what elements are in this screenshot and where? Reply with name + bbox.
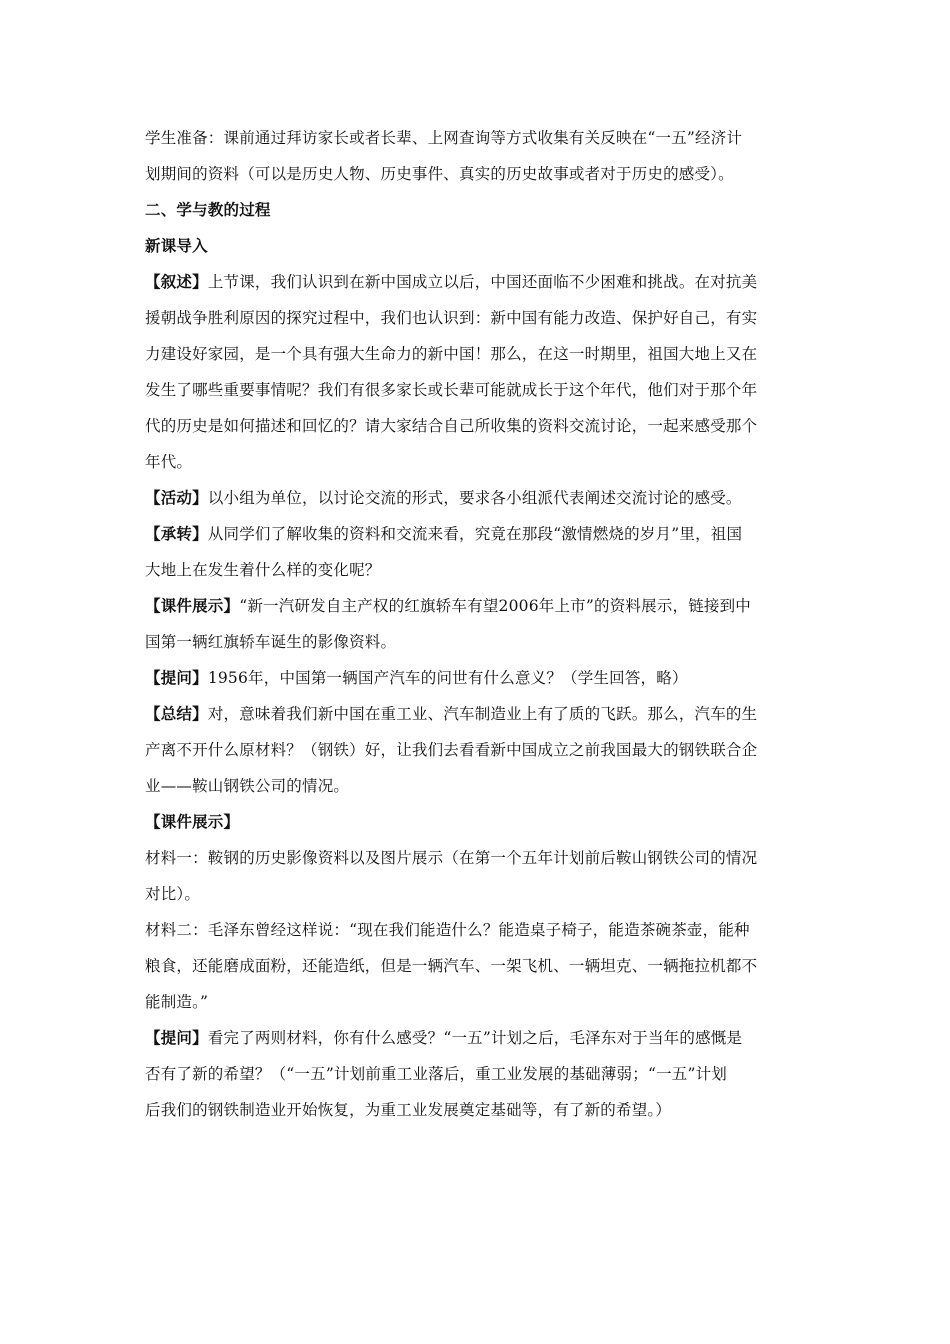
line-text: “新一汽研发自主产权的红旗轿车有望2006年上市”的资料展示，链接到中 (239, 597, 751, 615)
line-text: 粮食，还能磨成面粉，还能造纸，但是一辆汽车、一架飞机、一辆坦克、一辆拖拉机都不 (145, 957, 758, 975)
line-text: 否有了新的希望？（“一五”计划前重工业落后，重工业发展的基础薄弱；“一五”计划 (145, 1065, 727, 1083)
text-line (145, 336, 810, 372)
line-tag: 【课件展示】 (145, 596, 240, 615)
line-text: 业——鞍山钢铁公司的情况。 (145, 777, 350, 795)
line-text: 以小组为单位，以讨论交流的形式，要求各小组派代表阐述交流讨论的感受。 (207, 489, 742, 507)
text-line (145, 768, 810, 804)
line-tag: 【提问】 (145, 668, 208, 687)
line-text: 大地上在发生着什么样的变化呢？ (145, 561, 381, 579)
text-line (145, 588, 810, 624)
line-text: 年代。 (145, 453, 193, 471)
line-tag: 【提问】 (145, 1028, 208, 1047)
line-text: 后我们的钢铁制造业开始恢复，为重工业发展奠定基础等，有了新的希望。） (145, 1101, 672, 1119)
line-tag: 【叙述】 (145, 272, 208, 291)
line-text: 力建设好家园，是一个具有强大生命力的新中国！那么，在这一时期里，祖国大地上又在 (145, 345, 758, 363)
text-line (145, 804, 810, 840)
text-line (145, 156, 810, 192)
text-line (145, 372, 810, 408)
section-heading (145, 192, 810, 228)
text-line (145, 480, 810, 516)
line-text: 对，意味着我们新中国在重工业、汽车制造业上有了质的飞跃。那么，汽车的生 (207, 705, 758, 723)
document-body (145, 120, 810, 1128)
line-text: 1956年，中国第一辆国产汽车的问世有什么意义？（学生回答，略） (207, 669, 688, 687)
text-line (145, 1056, 810, 1092)
text-line (145, 264, 810, 300)
subsection-heading (145, 228, 810, 264)
line-text: 代的历史是如何描述和回忆的？请大家结合自己所收集的资料交流讨论，一起来感受那个 (145, 417, 758, 435)
line-text: 划期间的资料（可以是历史人物、历史事件、真实的历史故事或者对于历史的感受）。 (145, 165, 734, 183)
text-line (145, 984, 810, 1020)
line-tag: 新课导入 (145, 236, 208, 255)
text-line (145, 732, 810, 768)
line-text: 对比）。 (145, 885, 201, 903)
line-tag: 【承转】 (145, 524, 208, 543)
text-line (145, 876, 810, 912)
line-text: 材料一：鞍钢的历史影像资料以及图片展示（在第一个五年计划前后鞍山钢铁公司的情况 (145, 849, 758, 867)
line-text: 能制造。” (145, 993, 209, 1011)
line-text: 学生准备：课前通过拜访家长或者长辈、上网查询等方式收集有关反映在“一五”经济计 (145, 129, 743, 147)
text-line (145, 696, 810, 732)
line-text: 从同学们了解收集的资料和交流来看，究竟在那段“激情燃烧的岁月”里，祖国 (207, 525, 743, 543)
text-line (145, 444, 810, 480)
text-line (145, 552, 810, 588)
text-line (145, 1020, 810, 1056)
text-line (145, 516, 810, 552)
text-line (145, 948, 810, 984)
text-line (145, 660, 810, 696)
text-line (145, 120, 810, 156)
line-text: 材料二：毛泽东曾经这样说：“现在我们能造什么？能造桌子椅子，能造茶碗茶壶，能种 (145, 921, 750, 939)
line-text: 发生了哪些重要事情呢？我们有很多家长或长辈可能就成长于这个年代，他们对于那个年 (145, 381, 758, 399)
text-line (145, 408, 810, 444)
line-text: 援朝战争胜利原因的探究过程中，我们也认识到：新中国有能力改造、保护好自己，有实 (145, 309, 758, 327)
line-tag: 【活动】 (145, 488, 208, 507)
line-tag: 【课件展示】 (145, 812, 240, 831)
line-text: 国第一辆红旗轿车诞生的影像资料。 (145, 633, 397, 651)
text-line (145, 624, 810, 660)
line-tag: 二、学与教的过程 (145, 200, 271, 219)
text-line (145, 300, 810, 336)
text-line (145, 840, 810, 876)
line-text: 上节课，我们认识到在新中国成立以后，中国还面临不少困难和挑战。在对抗美 (207, 273, 758, 291)
line-tag: 【总结】 (145, 704, 208, 723)
line-text: 产离不开什么原材料？（钢铁）好，让我们去看看新中国成立之前我国最大的钢铁联合企 (145, 741, 758, 759)
text-line (145, 1092, 810, 1128)
line-text: 看完了两则材料，你有什么感受？“一五”计划之后，毛泽东对于当年的感慨是 (207, 1029, 743, 1047)
text-line (145, 912, 810, 948)
